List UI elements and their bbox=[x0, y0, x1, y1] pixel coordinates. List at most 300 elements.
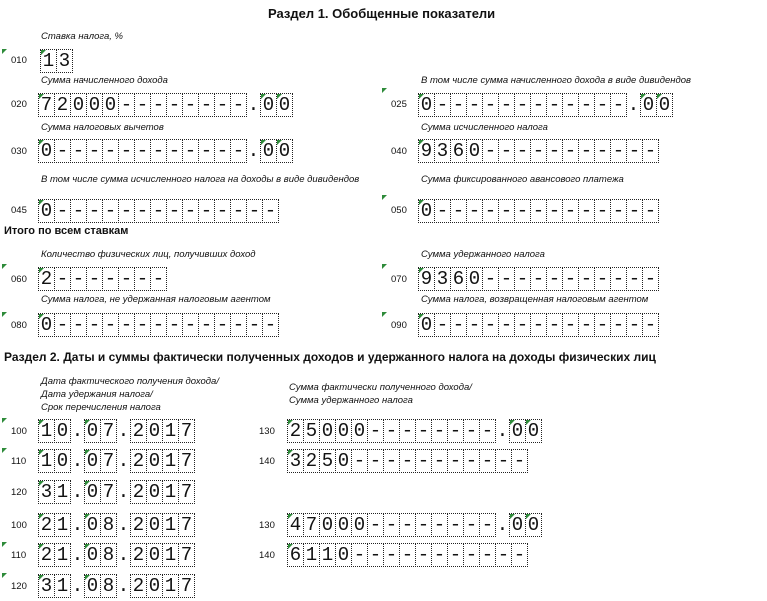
field-b2-date-transfer[interactable] bbox=[38, 574, 194, 598]
char-cell: - bbox=[415, 513, 432, 537]
char-cell: 0 bbox=[335, 543, 352, 567]
field-010-tax-rate[interactable] bbox=[40, 49, 72, 73]
cell-corner-marker bbox=[510, 514, 515, 519]
cell-corner-marker bbox=[419, 268, 424, 273]
char-cell: 0 bbox=[319, 419, 336, 443]
label-025: В том числе сумма начисленного дохода в виде дивидендов bbox=[421, 75, 691, 86]
cell-corner-marker bbox=[39, 200, 44, 205]
char-cell: - bbox=[182, 93, 199, 117]
char-cell: - bbox=[546, 93, 563, 117]
char-cell: - bbox=[214, 93, 231, 117]
section2-title: Раздел 2. Даты и суммы фактически полученных доходов и удержанного налога на доходы физических лиц bbox=[4, 350, 656, 364]
section1-title: Раздел 1. Обобщенные показатели bbox=[268, 6, 496, 21]
char-cell: - bbox=[102, 267, 119, 291]
field-b2-income[interactable] bbox=[287, 513, 541, 537]
cell-corner-marker bbox=[261, 94, 266, 99]
field-020-accrued-income[interactable] bbox=[38, 93, 292, 117]
char-cell: 0 bbox=[84, 480, 101, 504]
dates-label-line3: Срок перечисления налога bbox=[41, 402, 161, 413]
char-cell: - bbox=[166, 313, 183, 337]
char-cell: 7 bbox=[178, 543, 195, 567]
char-cell: - bbox=[482, 139, 499, 163]
separator-dot: . bbox=[71, 481, 84, 503]
char-cell: 3 bbox=[38, 574, 55, 598]
char-cell: - bbox=[383, 449, 400, 473]
char-cell: - bbox=[434, 199, 451, 223]
char-cell: 0 bbox=[319, 513, 336, 537]
char-cell: 0 bbox=[146, 480, 163, 504]
char-cell: - bbox=[150, 93, 167, 117]
char-cell: 1 bbox=[162, 480, 179, 504]
char-cell: 0 bbox=[276, 93, 293, 117]
char-cell: 0 bbox=[260, 139, 277, 163]
char-cell: - bbox=[383, 543, 400, 567]
separator-dot: . bbox=[627, 94, 640, 116]
code-b1-140: 140 bbox=[259, 456, 275, 467]
char-cell: - bbox=[367, 449, 384, 473]
code-080: 080 bbox=[11, 320, 27, 331]
char-cell: - bbox=[642, 267, 659, 291]
char-cell: 0 bbox=[466, 267, 483, 291]
char-cell: 0 bbox=[656, 93, 673, 117]
label-040: Сумма исчисленного налога bbox=[421, 122, 548, 133]
char-cell: - bbox=[367, 513, 384, 537]
char-cell: - bbox=[610, 139, 627, 163]
char-cell: 6 bbox=[450, 139, 467, 163]
char-cell: 1 bbox=[162, 449, 179, 473]
cell-corner-marker bbox=[85, 544, 90, 549]
char-cell: 3 bbox=[434, 139, 451, 163]
char-cell: - bbox=[447, 513, 464, 537]
char-cell: 3 bbox=[434, 267, 451, 291]
char-cell: - bbox=[70, 139, 87, 163]
field-b1-income[interactable] bbox=[287, 419, 541, 443]
char-cell: 0 bbox=[351, 513, 368, 537]
char-cell: 7 bbox=[178, 449, 195, 473]
cell-corner-marker bbox=[277, 94, 282, 99]
code-b1-100: 100 bbox=[11, 426, 27, 437]
char-cell: - bbox=[626, 199, 643, 223]
code-090: 090 bbox=[391, 320, 407, 331]
separator-dot: . bbox=[496, 420, 509, 442]
char-cell: 7 bbox=[100, 419, 117, 443]
char-cell: - bbox=[134, 313, 151, 337]
char-cell: - bbox=[530, 313, 547, 337]
cell-corner-marker bbox=[39, 450, 44, 455]
char-cell: - bbox=[626, 313, 643, 337]
char-cell: 9 bbox=[418, 139, 435, 163]
char-cell: - bbox=[578, 267, 595, 291]
char-cell: 2 bbox=[130, 419, 147, 443]
char-cell: 7 bbox=[178, 419, 195, 443]
char-cell: - bbox=[447, 543, 464, 567]
char-cell: - bbox=[466, 313, 483, 337]
cell-corner-marker bbox=[526, 514, 531, 519]
char-cell: 9 bbox=[418, 267, 435, 291]
char-cell: 1 bbox=[162, 513, 179, 537]
char-cell: 0 bbox=[84, 574, 101, 598]
cell-corner-marker bbox=[526, 420, 531, 425]
char-cell: - bbox=[495, 543, 512, 567]
char-cell: 6 bbox=[287, 543, 304, 567]
separator-dot: . bbox=[496, 514, 509, 536]
separator-dot: . bbox=[117, 481, 130, 503]
field-b2-date-income[interactable] bbox=[38, 513, 194, 537]
code-025: 025 bbox=[391, 99, 407, 110]
code-b1-130: 130 bbox=[259, 426, 275, 437]
separator-dot: . bbox=[71, 514, 84, 536]
char-cell: - bbox=[546, 313, 563, 337]
char-cell: - bbox=[482, 93, 499, 117]
char-cell: - bbox=[562, 267, 579, 291]
cell-corner-marker bbox=[85, 420, 90, 425]
char-cell: 2 bbox=[130, 480, 147, 504]
cell-corner-marker bbox=[39, 268, 44, 273]
char-cell: - bbox=[431, 543, 448, 567]
char-cell: 8 bbox=[100, 574, 117, 598]
field-b1-date-income[interactable] bbox=[38, 419, 194, 443]
cell-corner-marker bbox=[419, 94, 424, 99]
char-cell: - bbox=[118, 139, 135, 163]
char-cell: - bbox=[642, 199, 659, 223]
char-cell: - bbox=[134, 199, 151, 223]
cell-corner-marker bbox=[85, 575, 90, 580]
char-cell: - bbox=[54, 313, 71, 337]
char-cell: - bbox=[134, 139, 151, 163]
code-020: 020 bbox=[11, 99, 27, 110]
char-cell: - bbox=[198, 93, 215, 117]
char-cell: - bbox=[118, 313, 135, 337]
char-cell: 0 bbox=[146, 513, 163, 537]
marker-b1-100 bbox=[2, 418, 7, 423]
field-045-dividend-tax[interactable] bbox=[38, 199, 278, 223]
label-010: Ставка налога, % bbox=[41, 31, 123, 42]
char-cell: 0 bbox=[86, 93, 103, 117]
char-cell: 1 bbox=[40, 49, 57, 73]
char-cell: - bbox=[383, 419, 400, 443]
code-b2-120: 120 bbox=[11, 581, 27, 592]
char-cell: - bbox=[134, 93, 151, 117]
cell-corner-marker bbox=[39, 420, 44, 425]
code-040: 040 bbox=[391, 146, 407, 157]
char-cell: - bbox=[626, 267, 643, 291]
char-cell: 2 bbox=[303, 449, 320, 473]
char-cell: 2 bbox=[38, 513, 55, 537]
cell-corner-marker bbox=[419, 314, 424, 319]
label-080: Сумма налога, не удержанная налоговым агентом bbox=[41, 294, 271, 305]
cell-corner-marker bbox=[41, 50, 46, 55]
marker-b2-110 bbox=[2, 542, 7, 547]
field-040-calculated-tax[interactable] bbox=[418, 139, 658, 163]
marker-080 bbox=[2, 312, 7, 317]
dates-label-line2: Дата удержания налога/ bbox=[41, 389, 153, 400]
code-b2-130: 130 bbox=[259, 520, 275, 531]
char-cell: - bbox=[594, 199, 611, 223]
char-cell: - bbox=[642, 139, 659, 163]
cell-corner-marker bbox=[85, 514, 90, 519]
char-cell: - bbox=[182, 199, 199, 223]
cell-corner-marker bbox=[39, 481, 44, 486]
char-cell: - bbox=[479, 449, 496, 473]
char-cell: - bbox=[578, 93, 595, 117]
char-cell: 7 bbox=[100, 449, 117, 473]
label-070: Сумма удержанного налога bbox=[421, 249, 545, 260]
field-b2-date-withheld[interactable] bbox=[38, 543, 194, 567]
cell-corner-marker bbox=[85, 481, 90, 486]
char-cell: 0 bbox=[70, 93, 87, 117]
char-cell: - bbox=[86, 139, 103, 163]
char-cell: 0 bbox=[146, 449, 163, 473]
char-cell: 3 bbox=[56, 49, 73, 73]
char-cell: - bbox=[578, 199, 595, 223]
char-cell: - bbox=[198, 313, 215, 337]
char-cell: - bbox=[434, 313, 451, 337]
char-cell: 1 bbox=[54, 574, 71, 598]
char-cell: - bbox=[594, 139, 611, 163]
separator-dot: . bbox=[117, 544, 130, 566]
field-b1-date-transfer[interactable] bbox=[38, 480, 194, 504]
char-cell: 0 bbox=[84, 513, 101, 537]
rates-total-heading: Итого по всем ставкам bbox=[4, 225, 129, 237]
char-cell: - bbox=[562, 313, 579, 337]
char-cell: - bbox=[562, 139, 579, 163]
char-cell: - bbox=[54, 139, 71, 163]
char-cell: 2 bbox=[130, 449, 147, 473]
cell-corner-marker bbox=[510, 420, 515, 425]
char-cell: 1 bbox=[162, 543, 179, 567]
field-030-tax-deductions[interactable] bbox=[38, 139, 292, 163]
marker-070 bbox=[382, 264, 387, 269]
char-cell: - bbox=[562, 199, 579, 223]
char-cell: - bbox=[415, 543, 432, 567]
separator-dot: . bbox=[117, 420, 130, 442]
code-b1-110: 110 bbox=[11, 456, 27, 467]
char-cell: - bbox=[594, 313, 611, 337]
char-cell: 0 bbox=[335, 449, 352, 473]
label-050: Сумма фиксированного авансового платежа bbox=[421, 174, 624, 185]
char-cell: - bbox=[118, 93, 135, 117]
code-b2-140: 140 bbox=[259, 550, 275, 561]
char-cell: 2 bbox=[287, 419, 304, 443]
char-cell: 0 bbox=[509, 419, 526, 443]
sums-label-line2: Сумма удержанного налога bbox=[289, 395, 413, 406]
char-cell: 1 bbox=[319, 543, 336, 567]
char-cell: - bbox=[530, 199, 547, 223]
marker-090 bbox=[382, 312, 387, 317]
field-b1-tax[interactable] bbox=[287, 449, 527, 473]
char-cell: - bbox=[514, 313, 531, 337]
char-cell: 1 bbox=[54, 513, 71, 537]
char-cell: 0 bbox=[146, 419, 163, 443]
char-cell: - bbox=[610, 267, 627, 291]
char-cell: - bbox=[447, 449, 464, 473]
char-cell: - bbox=[514, 93, 531, 117]
char-cell: 1 bbox=[303, 543, 320, 567]
separator-dot: . bbox=[247, 140, 260, 162]
marker-b1-110 bbox=[2, 448, 7, 453]
field-070-withheld-tax[interactable] bbox=[418, 267, 658, 291]
char-cell: - bbox=[367, 419, 384, 443]
char-cell: - bbox=[214, 139, 231, 163]
char-cell: - bbox=[246, 199, 263, 223]
char-cell: - bbox=[610, 93, 627, 117]
char-cell: - bbox=[594, 267, 611, 291]
char-cell: - bbox=[434, 93, 451, 117]
char-cell: 0 bbox=[84, 449, 101, 473]
char-cell: - bbox=[86, 199, 103, 223]
label-060: Количество физических лиц, получивших доход bbox=[41, 249, 256, 260]
cell-corner-marker bbox=[288, 544, 293, 549]
cell-corner-marker bbox=[641, 94, 646, 99]
char-cell: - bbox=[463, 449, 480, 473]
marker-060 bbox=[2, 264, 7, 269]
char-cell: - bbox=[118, 199, 135, 223]
char-cell: - bbox=[610, 313, 627, 337]
char-cell: 2 bbox=[130, 543, 147, 567]
field-b2-tax[interactable] bbox=[287, 543, 527, 567]
char-cell: 0 bbox=[351, 419, 368, 443]
char-cell: - bbox=[463, 543, 480, 567]
char-cell: - bbox=[626, 139, 643, 163]
char-cell: 1 bbox=[162, 574, 179, 598]
char-cell: - bbox=[182, 313, 199, 337]
separator-dot: . bbox=[117, 514, 130, 536]
cell-corner-marker bbox=[261, 140, 266, 145]
char-cell: - bbox=[482, 199, 499, 223]
field-060-persons-count[interactable] bbox=[38, 267, 166, 291]
char-cell: - bbox=[166, 139, 183, 163]
sums-label-line1: Сумма фактически полученного дохода/ bbox=[289, 382, 472, 393]
char-cell: 3 bbox=[38, 480, 55, 504]
char-cell: 0 bbox=[335, 419, 352, 443]
char-cell: - bbox=[463, 419, 480, 443]
char-cell: 0 bbox=[146, 574, 163, 598]
char-cell: 0 bbox=[335, 513, 352, 537]
char-cell: - bbox=[511, 543, 528, 567]
char-cell: 7 bbox=[178, 574, 195, 598]
char-cell: - bbox=[482, 267, 499, 291]
char-cell: 0 bbox=[146, 543, 163, 567]
field-b1-date-withheld[interactable] bbox=[38, 449, 194, 473]
cell-corner-marker bbox=[39, 94, 44, 99]
char-cell: 0 bbox=[38, 139, 55, 163]
char-cell: - bbox=[262, 313, 279, 337]
cell-corner-marker bbox=[288, 420, 293, 425]
char-cell: - bbox=[198, 199, 215, 223]
char-cell: - bbox=[450, 313, 467, 337]
separator-dot: . bbox=[247, 94, 260, 116]
char-cell: - bbox=[498, 267, 515, 291]
char-cell: 7 bbox=[178, 480, 195, 504]
char-cell: - bbox=[431, 449, 448, 473]
char-cell: 8 bbox=[100, 513, 117, 537]
char-cell: - bbox=[530, 93, 547, 117]
char-cell: - bbox=[482, 313, 499, 337]
char-cell: - bbox=[498, 199, 515, 223]
char-cell: - bbox=[463, 513, 480, 537]
cell-corner-marker bbox=[39, 575, 44, 580]
field-090-returned-tax[interactable] bbox=[418, 313, 658, 337]
char-cell: 8 bbox=[100, 543, 117, 567]
char-cell: 5 bbox=[303, 419, 320, 443]
char-cell: - bbox=[102, 139, 119, 163]
char-cell: - bbox=[450, 199, 467, 223]
char-cell: - bbox=[450, 93, 467, 117]
code-030: 030 bbox=[11, 146, 27, 157]
char-cell: 7 bbox=[100, 480, 117, 504]
field-050-advance-payment[interactable] bbox=[418, 199, 658, 223]
char-cell: - bbox=[70, 199, 87, 223]
char-cell: - bbox=[150, 199, 167, 223]
char-cell: - bbox=[479, 543, 496, 567]
char-cell: 0 bbox=[54, 419, 71, 443]
cell-corner-marker bbox=[39, 314, 44, 319]
cell-corner-marker bbox=[85, 450, 90, 455]
char-cell: 0 bbox=[260, 93, 277, 117]
char-cell: - bbox=[214, 199, 231, 223]
char-cell: - bbox=[479, 419, 496, 443]
code-010: 010 bbox=[11, 55, 27, 66]
char-cell: - bbox=[230, 93, 247, 117]
char-cell: - bbox=[546, 267, 563, 291]
field-080-not-withheld-tax[interactable] bbox=[38, 313, 278, 337]
char-cell: - bbox=[546, 139, 563, 163]
char-cell: - bbox=[530, 267, 547, 291]
cell-corner-marker bbox=[277, 140, 282, 145]
char-cell: - bbox=[447, 419, 464, 443]
cell-corner-marker bbox=[39, 544, 44, 549]
field-025-dividend-income[interactable] bbox=[418, 93, 672, 117]
code-b2-110: 110 bbox=[11, 550, 27, 561]
code-b2-100: 100 bbox=[11, 520, 27, 531]
label-020: Сумма начисленного дохода bbox=[41, 75, 168, 86]
char-cell: - bbox=[246, 313, 263, 337]
char-cell: 0 bbox=[466, 139, 483, 163]
char-cell: 0 bbox=[418, 93, 435, 117]
char-cell: - bbox=[367, 543, 384, 567]
separator-dot: . bbox=[71, 450, 84, 472]
char-cell: - bbox=[546, 199, 563, 223]
marker-050 bbox=[382, 195, 387, 200]
char-cell: - bbox=[230, 139, 247, 163]
char-cell: - bbox=[399, 513, 416, 537]
char-cell: - bbox=[214, 313, 231, 337]
char-cell: - bbox=[262, 199, 279, 223]
marker-b2-120 bbox=[2, 573, 7, 578]
separator-dot: . bbox=[117, 450, 130, 472]
char-cell: - bbox=[166, 199, 183, 223]
char-cell: 0 bbox=[84, 419, 101, 443]
char-cell: - bbox=[415, 449, 432, 473]
char-cell: 2 bbox=[130, 513, 147, 537]
char-cell: - bbox=[431, 419, 448, 443]
separator-dot: . bbox=[71, 544, 84, 566]
char-cell: 4 bbox=[287, 513, 304, 537]
char-cell: - bbox=[54, 267, 71, 291]
code-045: 045 bbox=[11, 205, 27, 216]
char-cell: - bbox=[511, 449, 528, 473]
char-cell: 2 bbox=[130, 574, 147, 598]
char-cell: - bbox=[70, 267, 87, 291]
char-cell: 0 bbox=[509, 513, 526, 537]
char-cell: - bbox=[514, 267, 531, 291]
char-cell: - bbox=[150, 313, 167, 337]
char-cell: - bbox=[642, 313, 659, 337]
char-cell: 6 bbox=[450, 267, 467, 291]
code-b1-120: 120 bbox=[11, 487, 27, 498]
cell-corner-marker bbox=[419, 140, 424, 145]
char-cell: - bbox=[399, 449, 416, 473]
